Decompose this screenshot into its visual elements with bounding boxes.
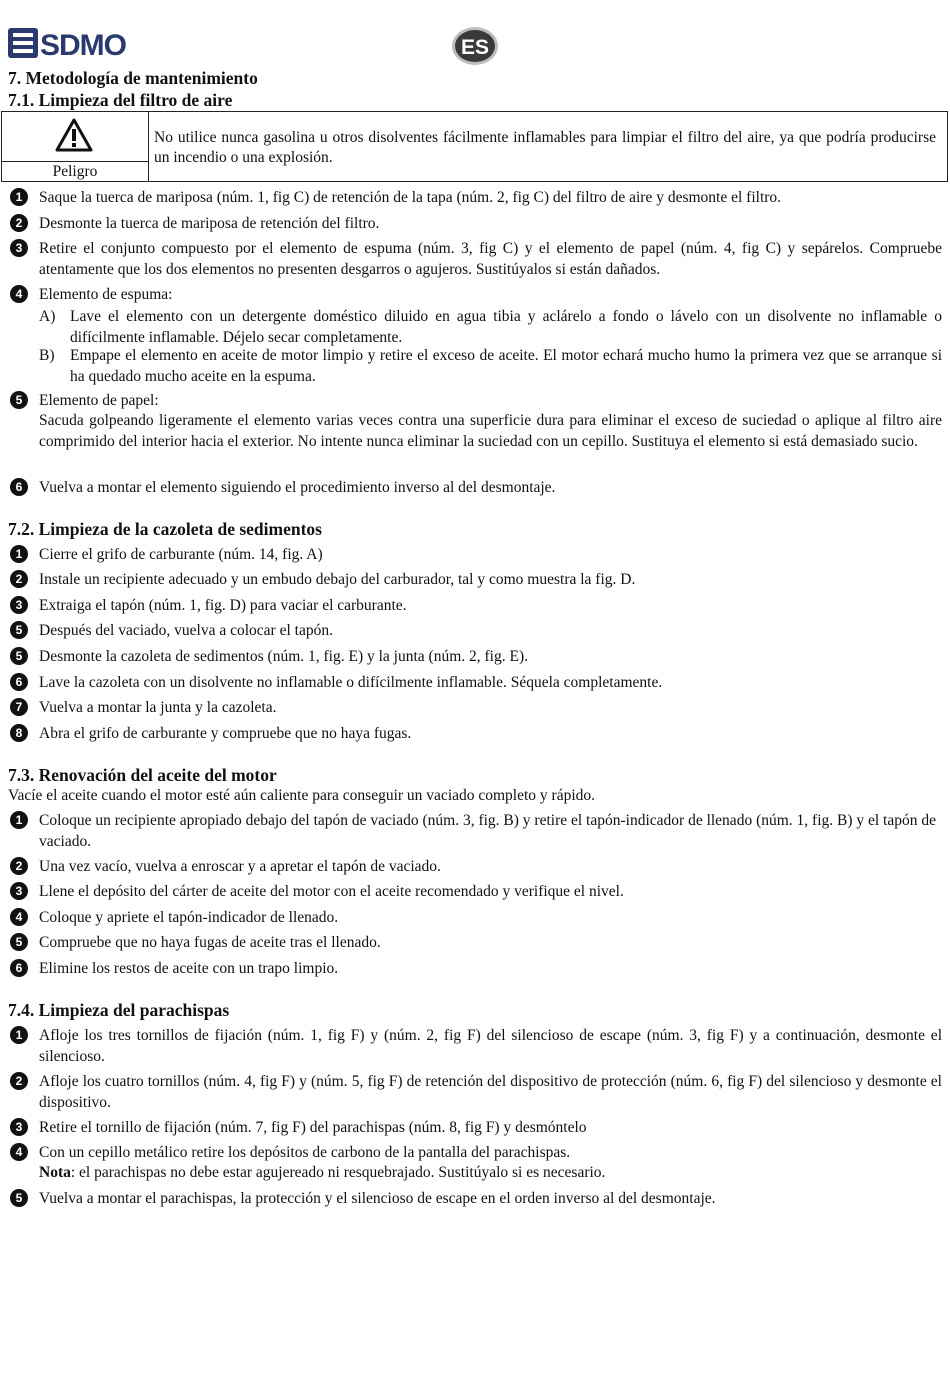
- step-text: Afloje los tres tornillos de fijación (núm. 1, fig F) y (núm. 2, fig F) del silencioso de escape (núm. 3, fig F) y a continuación, desmonte el silencioso.: [39, 1027, 942, 1065]
- brand-name: SDMO: [40, 29, 126, 62]
- step-number: 4: [10, 285, 28, 303]
- sdmo-logo: [8, 22, 148, 64]
- step-number: 6: [10, 959, 28, 977]
- step-number: 2: [10, 214, 28, 232]
- step-text: Coloque y apriete el tapón-indicador de llenado.: [39, 909, 339, 926]
- step-number: 5: [10, 621, 28, 639]
- substep-letter: A): [39, 308, 56, 325]
- section-title: 7. Metodología de mantenimiento: [8, 68, 258, 88]
- step-text: Vuelva a montar la junta y la cazoleta.: [39, 699, 277, 716]
- warning-label: Peligro: [52, 163, 98, 180]
- step-number: 2: [10, 570, 28, 588]
- language-badge-text: ES: [460, 36, 490, 59]
- note-label: Nota: [39, 1164, 71, 1181]
- paper-element-text: Sacuda golpeando ligeramente el elemento varias veces contra una superficie dura para eliminar el exceso de suciedad o aplique al filtro aire comprimido del interior hacia el exterior. No intente nunca eliminar la suciedad con un cepillo. Sustituya el elemento si está demasiado sucio.: [39, 412, 942, 450]
- subsection-title-7-2: 7.2. Limpieza de la cazoleta de sedimentos: [8, 519, 322, 539]
- substep-text: Empape el elemento en aceite de motor limpio y retire el exceso de aceite. El motor echará mucho humo la primera vez que se arranque si ha quedado mucho aceite en la espuma.: [70, 347, 942, 385]
- note-text: : el parachispas no debe estar agujereado ni resquebrajado. Sustitúyalo si es necesario.: [70, 1164, 606, 1181]
- subsection-title-7-3: 7.3. Renovación del aceite del motor: [8, 765, 277, 785]
- step-number: 1: [10, 811, 28, 829]
- step-number: 7: [10, 698, 28, 716]
- step-text: Desmonte la cazoleta de sedimentos (núm. 1, fig. E) y la junta (núm. 2, fig. E).: [39, 648, 528, 665]
- step-number: 3: [10, 239, 28, 257]
- step-number: 2: [10, 857, 28, 875]
- step-number: 4: [10, 908, 28, 926]
- step-text: Instale un recipiente adecuado y un embudo debajo del carburador, tal y como muestra la fig. D.: [39, 571, 636, 588]
- step-number: 3: [10, 882, 28, 900]
- step-number: 5: [10, 933, 28, 951]
- step-text: Retire el conjunto compuesto por el elemento de espuma (núm. 3, fig C) y el elemento de papel (núm. 4, fig C) y sepárelos. Compruebe atentamente que los dos elementos no presenten desgarros o agujeros. Sustitúyalos si están dañados.: [39, 240, 942, 278]
- step-text: Desmonte la tuerca de mariposa de retención del filtro.: [39, 215, 380, 232]
- subsection-title-7-1: 7.1. Limpieza del filtro de aire: [8, 90, 233, 110]
- language-badge: [451, 26, 499, 66]
- step-number: 5: [10, 647, 28, 665]
- step-text: Afloje los cuatro tornillos (núm. 4, fig F) y (núm. 5, fig F) de retención del dispositivo de protección (núm. 6, fig F) del silencioso y desmonte el dispositivo.: [39, 1073, 942, 1111]
- step-text: Vuelva a montar el parachispas, la protección y el silencioso de escape en el orden inverso al del desmontaje.: [39, 1190, 716, 1207]
- substep-letter: B): [39, 347, 55, 364]
- step-number: 8: [10, 724, 28, 742]
- step-text: Con un cepillo metálico retire los depósitos de carbono de la pantalla del parachispas.: [39, 1144, 571, 1161]
- warning-triangle-icon: [55, 118, 93, 152]
- section-intro: Vacíe el aceite cuando el motor esté aún caliente para conseguir un vaciado completo y rápido.: [8, 787, 596, 804]
- step-number: 1: [10, 1026, 28, 1044]
- step-number: 2: [10, 1072, 28, 1090]
- step-text: Extraiga el tapón (núm. 1, fig. D) para vaciar el carburante.: [39, 597, 407, 614]
- step-text: Abra el grifo de carburante y compruebe que no haya fugas.: [39, 725, 412, 742]
- step-text: Compruebe que no haya fugas de aceite tras el llenado.: [39, 934, 381, 951]
- substep-text: Lave el elemento con un detergente doméstico diluido en agua tibia y aclárelo a fondo o lávelo con un disolvente no inflamable o difícilmente inflamable. Déjelo secar completamente.: [70, 308, 942, 346]
- step-text: Lave la cazoleta con un disolvente no inflamable o difícilmente inflamable. Séquela completamente.: [39, 674, 663, 691]
- step-number: 6: [10, 478, 28, 496]
- step-text: Elemento de papel:: [39, 392, 159, 409]
- step-text: Llene el depósito del cárter de aceite del motor con el aceite recomendado y verifique el nivel.: [39, 883, 624, 900]
- foam-substep: [39, 307, 942, 348]
- step-text: Una vez vacío, vuelva a enroscar y a apretar el tapón de vaciado.: [39, 858, 441, 875]
- step-text: Coloque un recipiente apropiado debajo del tapón de vaciado (núm. 3, fig. B) y retire el tapón-indicador de llenado (núm. 1, fig. B) y el tapón de vaciado.: [39, 812, 937, 850]
- step-number: 3: [10, 596, 28, 614]
- step-number: 6: [10, 673, 28, 691]
- step-number: 4: [10, 1143, 28, 1161]
- step-number: 5: [10, 391, 28, 409]
- step-text: Retire el tornillo de fijación (núm. 7, fig F) del parachispas (núm. 8, fig F) y desmóntelo: [39, 1119, 587, 1136]
- step-number: 1: [10, 545, 28, 563]
- warning-icon-cell: [2, 112, 149, 181]
- warning-text: No utilice nunca gasolina u otros disolventes fácilmente inflamables para limpiar el filtro del aire, ya que podría producirse un incendio o una explosión.: [154, 129, 936, 166]
- step-number: 5: [10, 1189, 28, 1207]
- step-number: 3: [10, 1118, 28, 1136]
- note: [39, 1163, 942, 1184]
- subsection-title-7-4: 7.4. Limpieza del parachispas: [8, 1000, 230, 1020]
- step-text: Vuelva a montar el elemento siguiendo el procedimiento inverso al del desmontaje.: [39, 479, 556, 496]
- step-text: Cierre el grifo de carburante (núm. 14, fig. A): [39, 546, 323, 563]
- warning-box: [1, 111, 948, 182]
- foam-substep: [39, 346, 942, 387]
- step-text: Elemento de espuma:: [39, 286, 173, 303]
- step-text: Elimine los restos de aceite con un trapo limpio.: [39, 960, 339, 977]
- step-number: 1: [10, 188, 28, 206]
- step-text: Saque la tuerca de mariposa (núm. 1, fig C) de retención de la tapa (núm. 2, fig C) del filtro de aire y desmonte el filtro.: [39, 189, 782, 206]
- step-text: Después del vaciado, vuelva a colocar el tapón.: [39, 622, 333, 639]
